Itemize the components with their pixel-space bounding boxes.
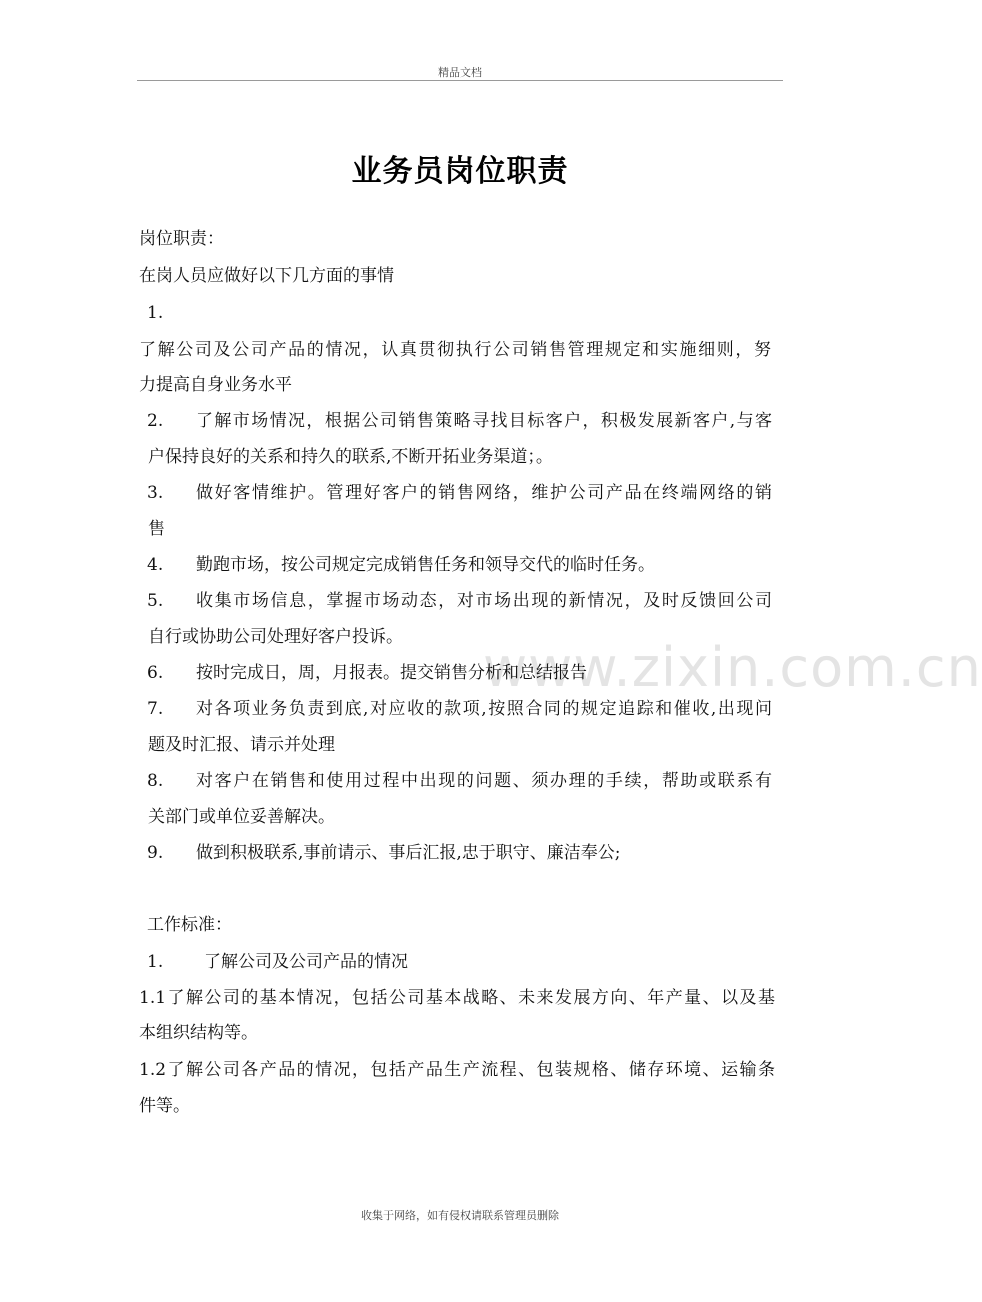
list-item-text: 了解公司及公司产品的情况 [204,952,408,972]
list-item-text: 勤跑市场，按公司规定完成销售任务和领导交代的临时任务。 [196,555,655,575]
list-item-text: 做到积极联系,事前请示、事后汇报,忠于职守、廉洁奉公; [196,843,621,863]
list-item-number: 8. [147,771,164,791]
list-item-text: 了解市场情况，根据公司销售策略寻找目标客户，积极发展新客户,与客 [196,411,772,431]
list-item-text: 自行或协助公司处理好客户投诉。 [148,627,403,647]
list-item-number: 6. [147,663,164,683]
section-intro: 在岗人员应做好以下几方面的事情 [139,266,394,286]
list-item-text: 售 [148,519,165,539]
sub-item-text: 1.2了解公司各产品的情况，包括产品生产流程、包装规格、储存环境、运输条 [139,1060,775,1080]
watermark: www.zixin.com.cn [483,636,982,699]
list-item-number: 5. [147,591,164,611]
list-item-text: 户保持良好的关系和持久的联系,不断开拓业务渠道；。 [148,447,553,467]
document-title: 业务员岗位职责 [351,154,569,189]
list-item-number: 7. [147,699,164,719]
page-footer: 收集于网络，如有侵权请联系管理员删除 [361,1209,559,1222]
sub-item-text: 件等。 [139,1096,190,1116]
sub-item-text: 本组织结构等。 [139,1023,258,1043]
list-item-text: 对客户在销售和使用过程中出现的问题、须办理的手续，帮助或联系有 [196,771,772,791]
section-heading-duties: 岗位职责： [139,229,224,249]
list-item-number: 2. [147,411,164,431]
list-item-text: 力提高自身业务水平 [139,375,292,395]
list-item-text: 对各项业务负责到底,对应收的款项,按照合同的规定追踪和催收,出现问 [196,699,772,719]
list-item-number: 3. [147,483,164,503]
list-item-number: 1. [147,952,164,972]
list-item-number: 9. [147,843,164,863]
list-item-number: 4. [147,555,164,575]
list-item-text: 了解公司及公司产品的情况，认真贯彻执行公司销售管理规定和实施细则，努 [139,340,771,360]
list-item-text: 题及时汇报、请示并处理 [148,735,335,755]
page-header: 精品文档 [438,66,482,79]
list-item-number: 1. [147,303,164,323]
list-item-text: 收集市场信息，掌握市场动态，对市场出现的新情况，及时反馈回公司 [196,591,772,611]
list-item-text: 关部门或单位妥善解决。 [148,807,335,827]
list-item-text: 做好客情维护。管理好客户的销售网络，维护公司产品在终端网络的销 [196,483,772,503]
section-heading-standards: 工作标准： [147,915,232,935]
list-item-text: 按时完成日，周，月报表。提交销售分析和总结报告 [196,663,587,683]
sub-item-text: 1.1了解公司的基本情况，包括公司基本战略、未来发展方向、年产量、以及基 [139,988,775,1008]
